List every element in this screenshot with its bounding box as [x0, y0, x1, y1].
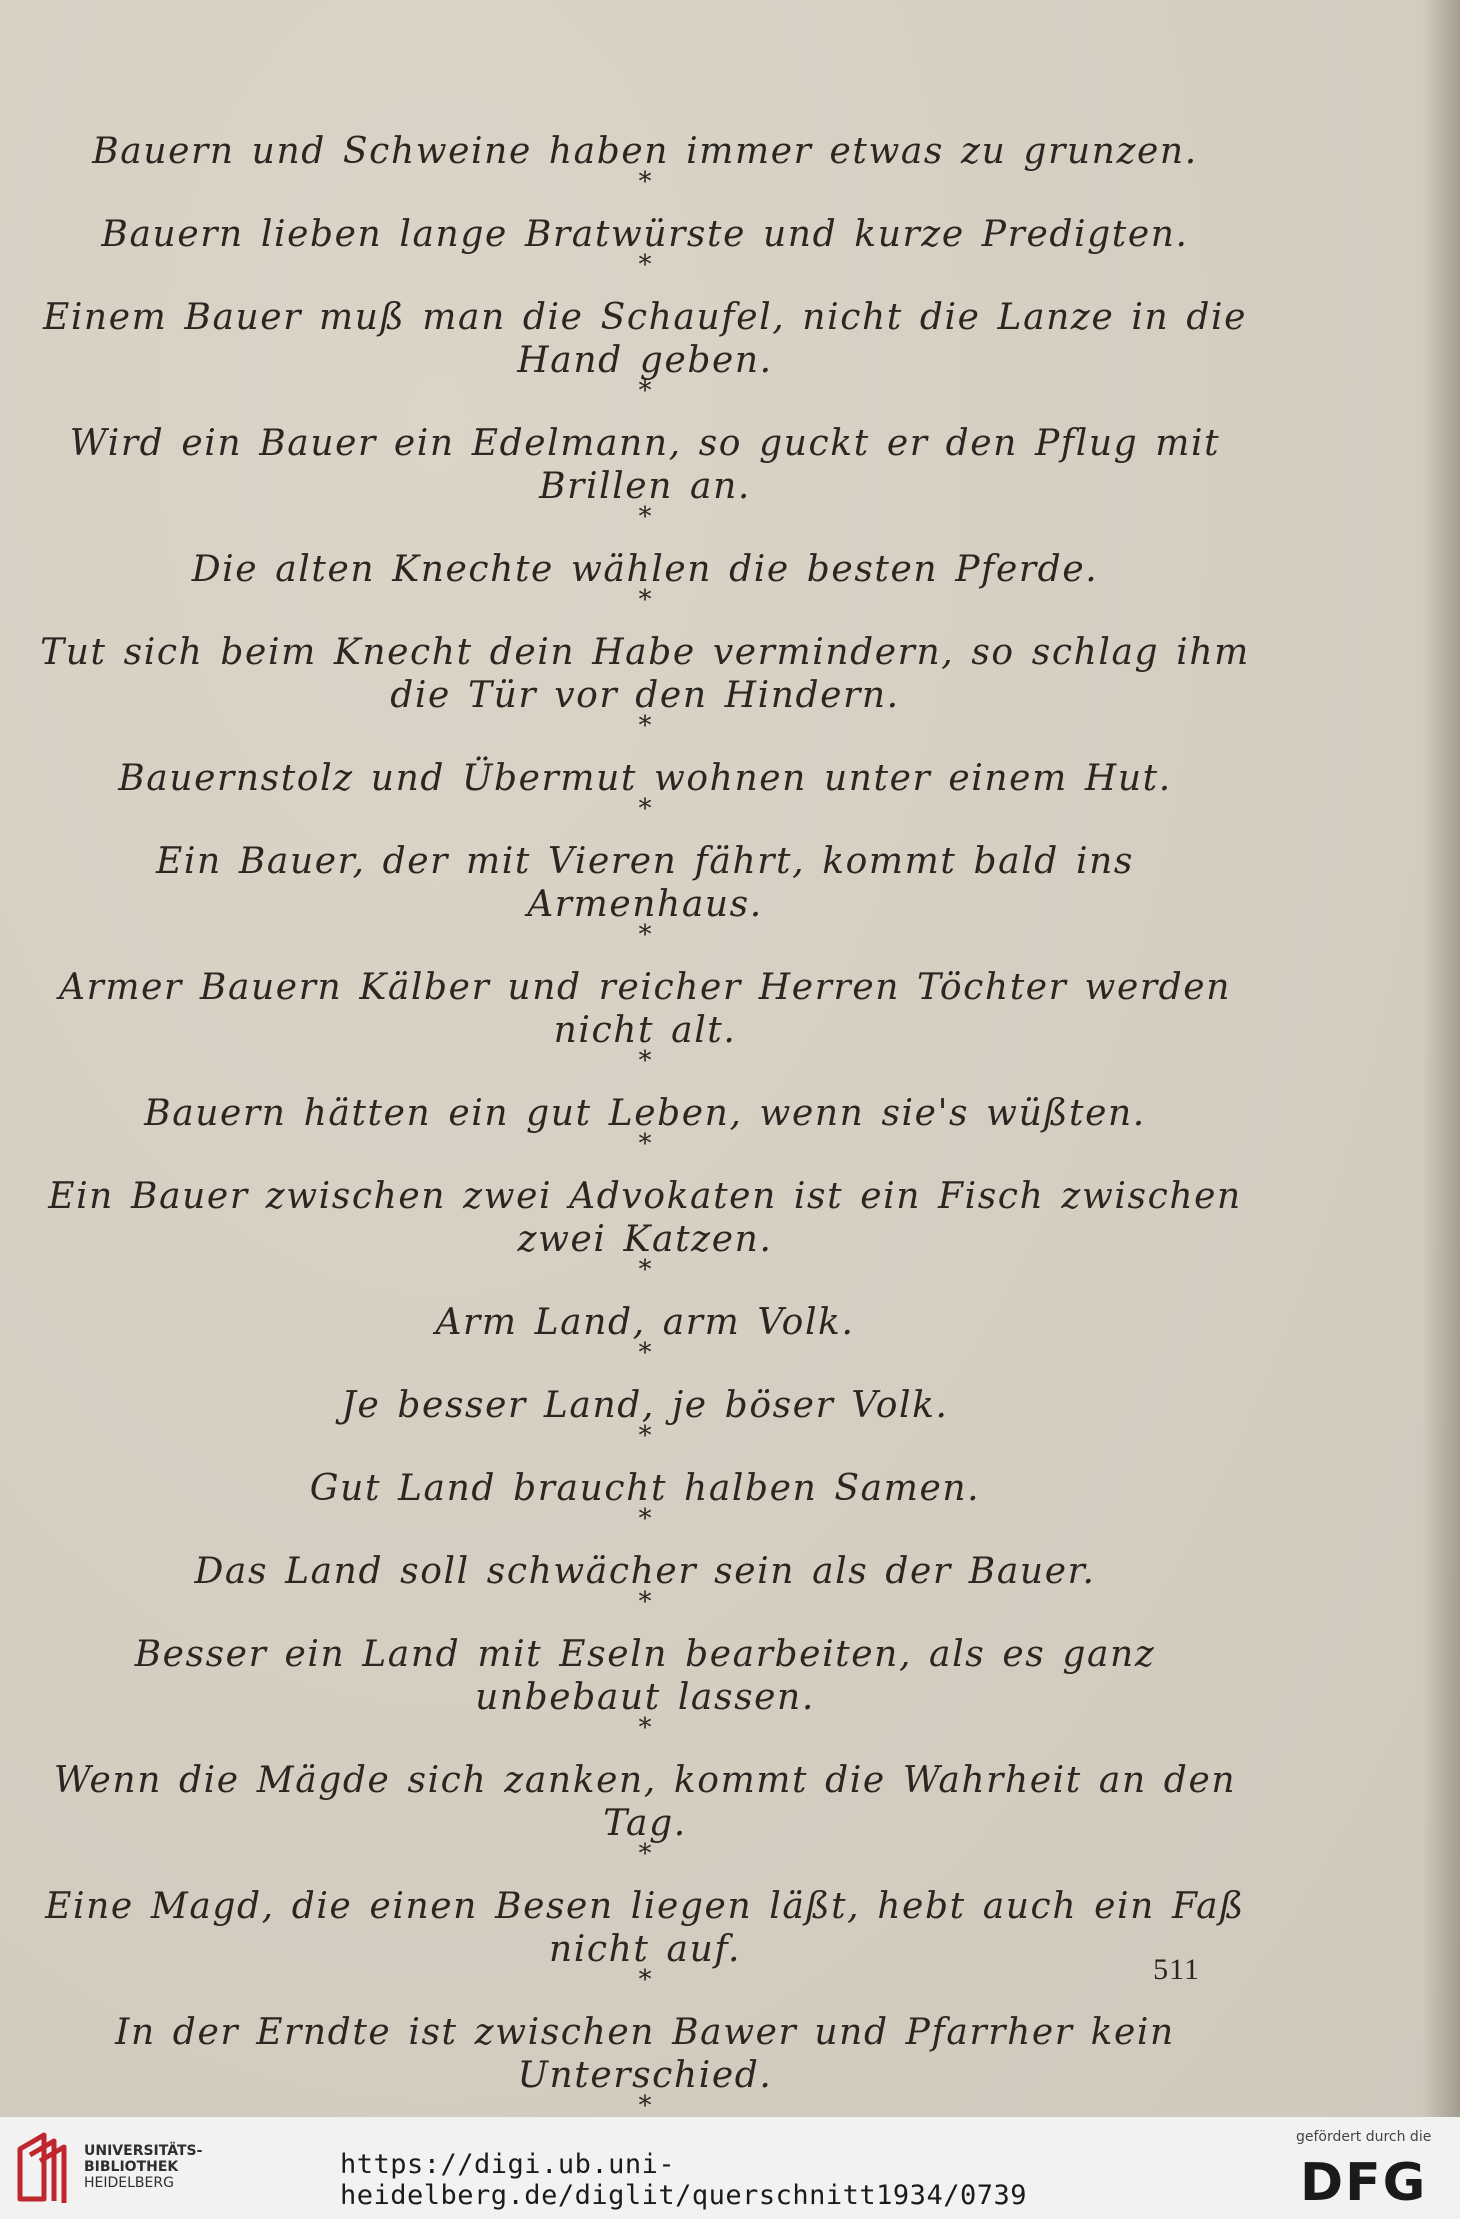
proverb-text: Wird ein Bauer ein Edelmann, so guckt er den Pflug mit Brillen an.	[69, 423, 1221, 507]
proverb-text: Tut sich beim Knecht dein Habe vermindern, so schlag ihm die Tür vor den Hindern.	[40, 632, 1250, 716]
proverb-separator: *	[638, 920, 652, 950]
proverb-separator: *	[638, 1421, 652, 1451]
page-edge-shadow	[1422, 0, 1460, 2117]
proverb-text: Wenn die Mägde sich zanken, kommt die Wahrheit an den Tag.	[53, 1760, 1237, 1844]
proverb-group	[40, 1759, 1250, 1885]
proverb-group	[40, 631, 1250, 757]
book-stack-logo-icon	[14, 2129, 74, 2207]
proverb-separator: *	[638, 1129, 652, 1159]
proverb-group	[40, 1175, 1250, 1301]
proverb-text: Besser ein Land mit Eseln bearbeiten, als es ganz unbebaut lassen.	[134, 1634, 1156, 1718]
proverb-text: Gut Land braucht halben Samen.	[309, 1468, 981, 1509]
page-number: 511	[1153, 1953, 1200, 1986]
proverb-separator: *	[638, 167, 652, 197]
proverb-separator: *	[638, 250, 652, 280]
proverb-group	[40, 296, 1250, 422]
proverb-group	[40, 1550, 1250, 1633]
proverb-group	[40, 757, 1250, 840]
proverb-group	[40, 422, 1250, 548]
proverb-separator: *	[638, 1713, 652, 1743]
proverb-separator: *	[638, 2091, 652, 2117]
proverb-text: In der Erndte ist zwischen Bawer und Pfarrher kein Unterschied.	[115, 2012, 1175, 2096]
proverb-separator: *	[638, 1046, 652, 1076]
proverb-text: Bauern und Schweine haben immer etwas zu grunzen.	[92, 131, 1198, 172]
proverb-separator: *	[638, 585, 652, 615]
proverb-text: Je besser Land, je böser Volk.	[341, 1385, 949, 1426]
proverb-text: Ein Bauer, der mit Vieren fährt, kommt bald ins Armenhaus.	[156, 841, 1134, 925]
proverb-separator: *	[638, 794, 652, 824]
proverb-group	[40, 130, 1250, 213]
proverb-group	[40, 213, 1250, 296]
proverb-group	[40, 2011, 1250, 2117]
proverb-separator: *	[638, 376, 652, 406]
proverb-separator: *	[638, 502, 652, 532]
dfg-logo: DFG	[1300, 2153, 1428, 2213]
proverb-text: Bauern lieben lange Bratwürste und kurze Predigten.	[101, 214, 1189, 255]
proverb-separator: *	[638, 1338, 652, 1368]
library-name	[84, 2143, 202, 2191]
proverb-separator: *	[638, 711, 652, 741]
proverb-group	[40, 1633, 1250, 1759]
proverb-separator: *	[638, 1255, 652, 1285]
proverb-text: Armer Bauern Kälber und reicher Herren Töchter werden nicht alt.	[59, 967, 1231, 1051]
permalink-url[interactable]: https://digi.ub.uni-heidelberg.de/diglit/querschnitt1934/0739	[340, 2149, 1027, 2211]
proverb-separator: *	[638, 1587, 652, 1617]
proverb-text: Einem Bauer muß man die Schaufel, nicht die Lanze in die Hand geben.	[42, 297, 1248, 381]
proverb-separator: *	[638, 1504, 652, 1534]
proverb-group	[40, 1384, 1250, 1467]
proverb-text: Arm Land, arm Volk.	[435, 1302, 855, 1343]
proverb-text: Die alten Knechte wählen die besten Pferde.	[191, 549, 1099, 590]
viewer-footer	[0, 2117, 1460, 2219]
proverb-text: Bauernstolz und Übermut wohnen unter einem Hut.	[118, 758, 1172, 799]
proverb-group	[40, 966, 1250, 1092]
proverb-text: Das Land soll schwächer sein als der Bauer.	[194, 1551, 1096, 1592]
library-name-line: HEIDELBERG	[84, 2175, 174, 2191]
proverb-group	[40, 1301, 1250, 1384]
funded-by-label: gefördert durch die	[1296, 2129, 1432, 2145]
proverb-separator: *	[638, 1965, 652, 1995]
proverb-list	[40, 130, 1250, 2117]
proverb-group	[40, 1885, 1250, 2011]
proverb-text: Bauern hätten ein gut Leben, wenn sie's wüßten.	[144, 1093, 1146, 1134]
proverb-group	[40, 1467, 1250, 1550]
library-name-line: UNIVERSITÄTS-	[84, 2143, 203, 2159]
library-name-line: BIBLIOTHEK	[84, 2159, 179, 2175]
proverb-group	[40, 1092, 1250, 1175]
proverb-group	[40, 840, 1250, 966]
proverb-text: Ein Bauer zwischen zwei Advokaten ist ein Fisch zwischen zwei Katzen.	[48, 1176, 1242, 1260]
proverb-group	[40, 548, 1250, 631]
proverb-separator: *	[638, 1839, 652, 1869]
proverb-text: Eine Magd, die einen Besen liegen läßt, hebt auch ein Faß nicht auf.	[45, 1886, 1245, 1970]
